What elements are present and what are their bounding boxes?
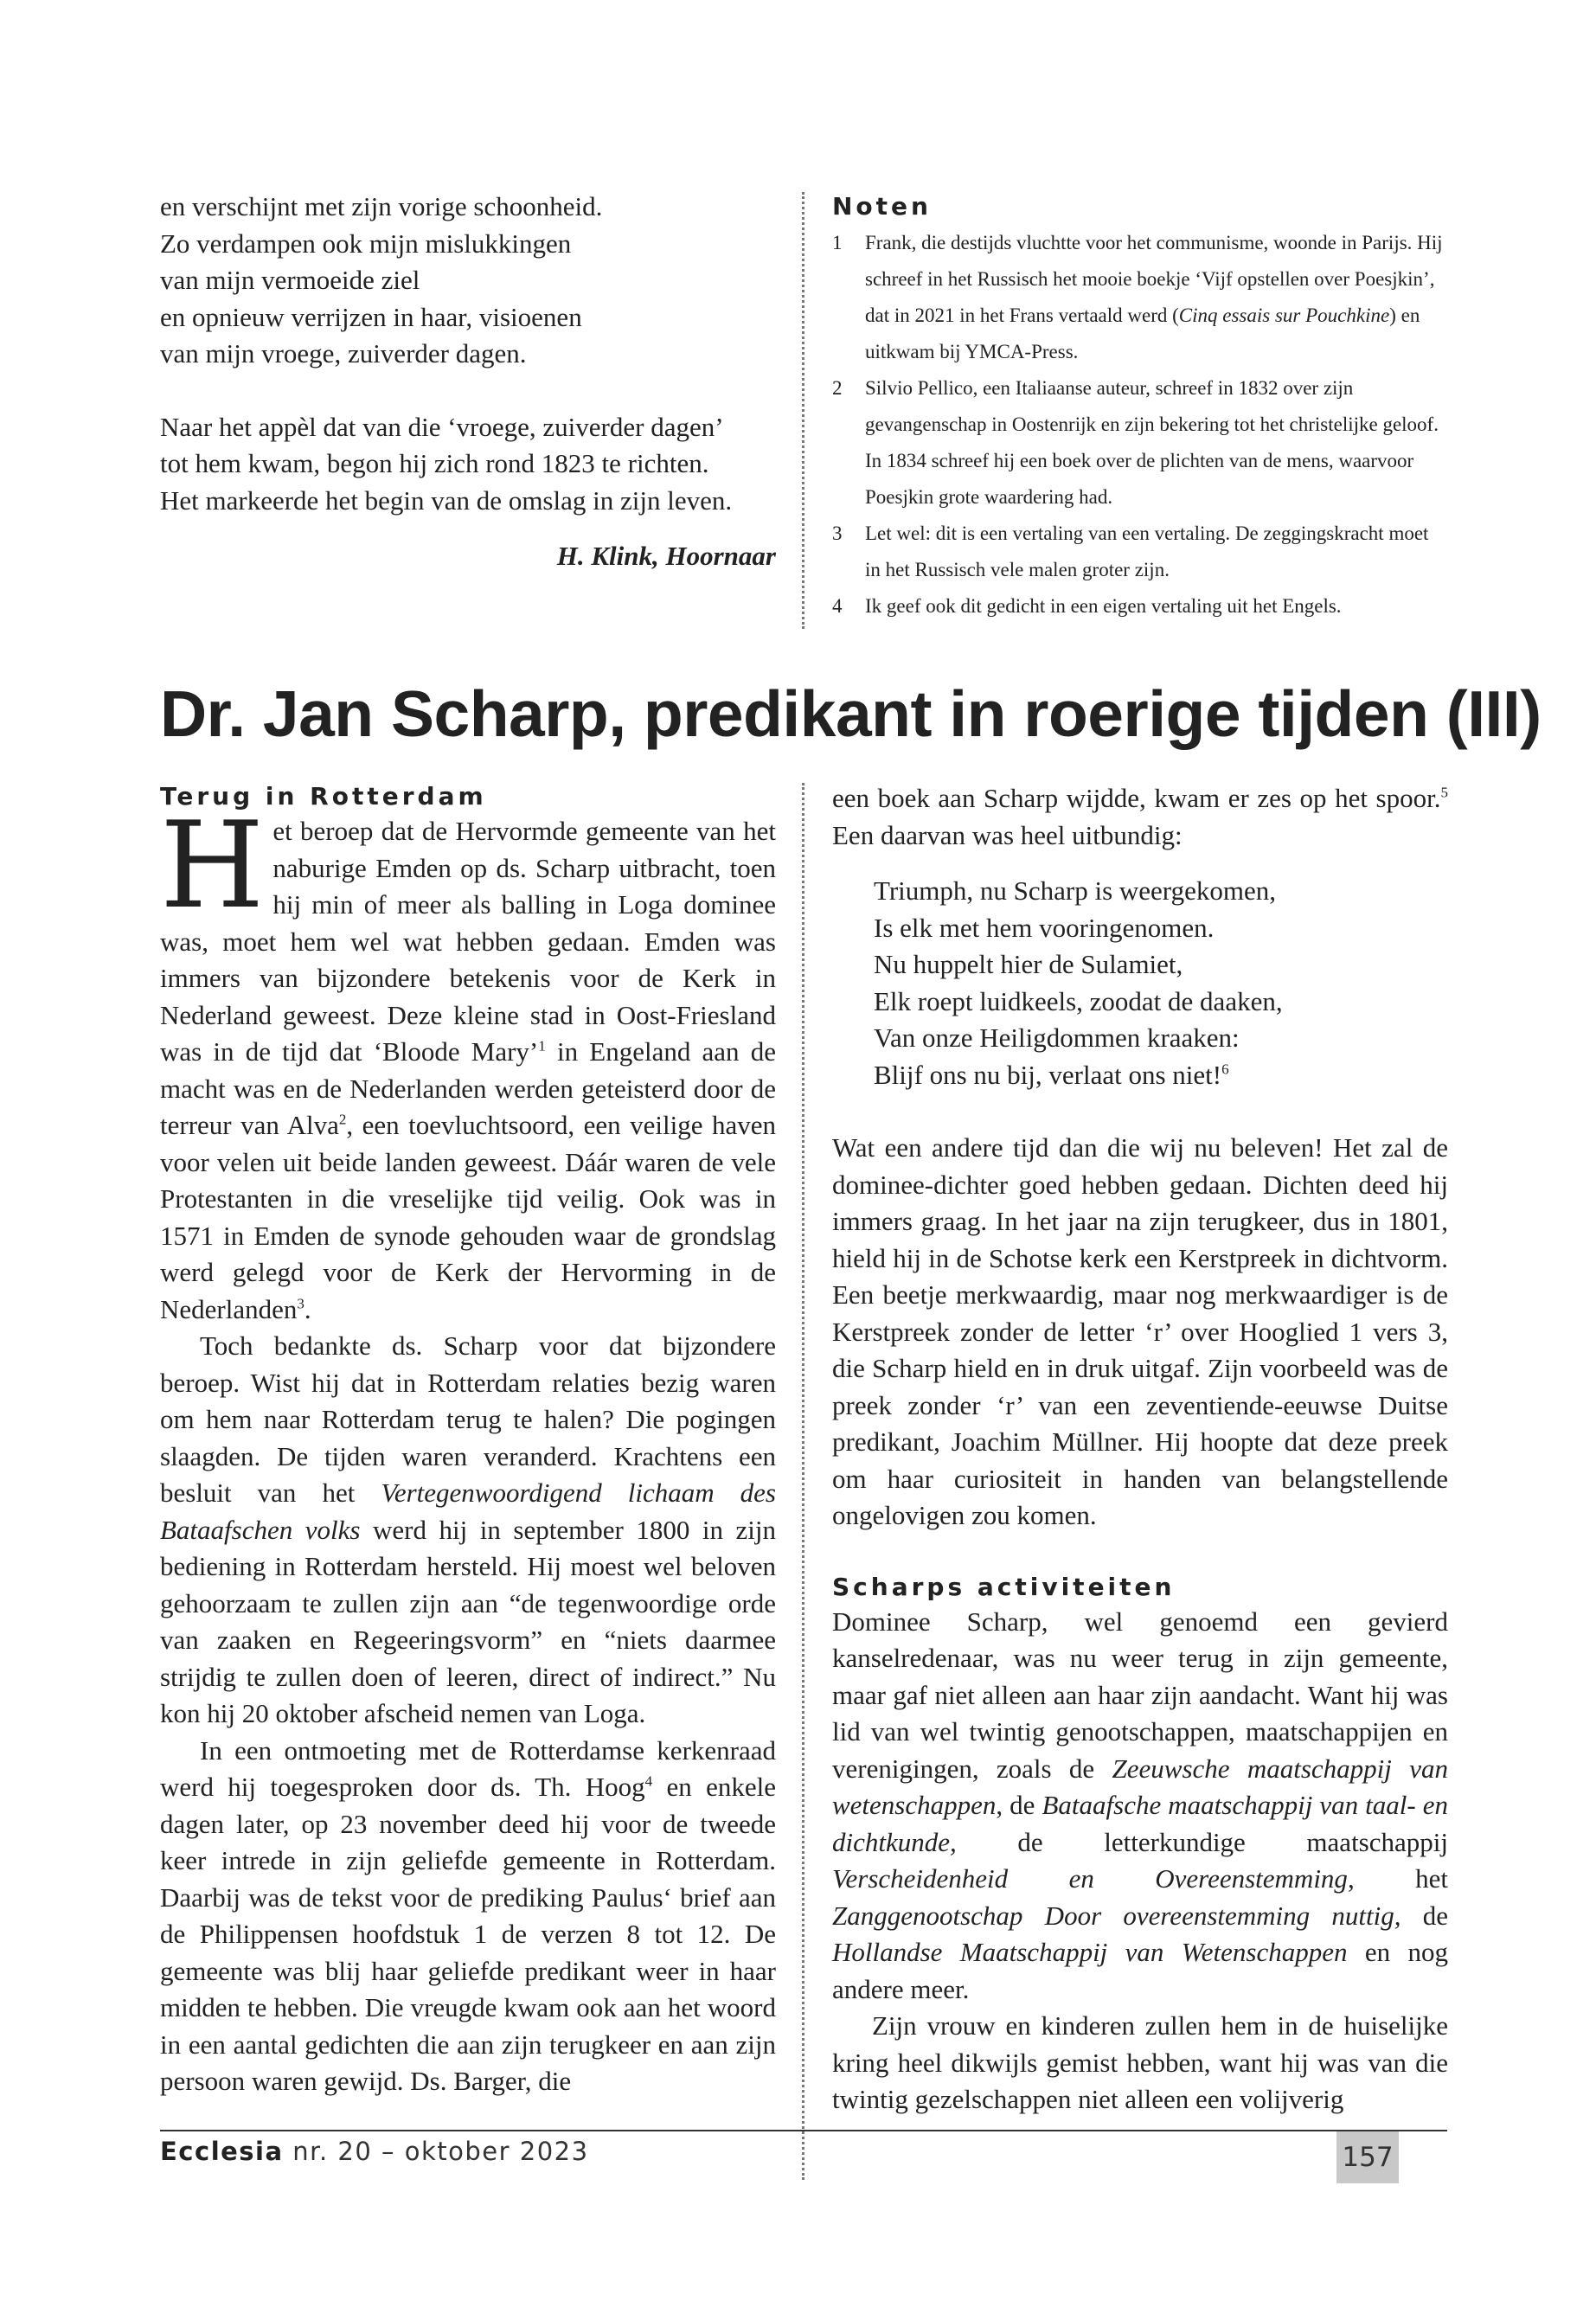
article-paragraph: Het beroep dat de Hervormde gemeente van het naburige Emden op ds. Scharp uitbracht, toen hij min of meer als balling in Loga dominee was, moet hem wel wat hebben gedaan. Emden was immers van bijzondere betekenis voor de Kerk in Nederland geweest. Deze kleine stad in Oost-Friesland was in de tijd dat ‘Bloode Mary’$^1$ in Engeland aan de macht was en de Nederlanden werden geteisterd door de terreur van Alva$^2$, een toevluchtsoord, een veilige haven voor velen uit beide landen geweest. Dáár waren de vele Protestanten in die vreselijke tijd veilig. Ook was in 1571 in Emden de synode gehouden waar de grondslag werd gelegd voor de Kerk der Hervorming in de Nederlanden$^3$.: [160, 796, 776, 1324]
article-paragraph: Zijn vrouw en kinderen zullen hem in de huiselijke kring heel dikwijls gemist hebben, want hij was van die twintig gezelschappen niet alleen een volijverig: [832, 2010, 1448, 2114]
note-item: [832, 370, 1448, 516]
note-text: Let wel: dit is een vertaling van een vertaling. De zeggingskracht moet in het Russisch vele malen groter zijn.: [865, 522, 1429, 580]
verse-line: Elk roept luidkeels, zoodat de daaken,: [874, 985, 1283, 1016]
page-number: 157: [1336, 2131, 1399, 2183]
notes-heading: Noten: [832, 192, 932, 221]
note-item: [832, 516, 1448, 588]
article-paragraph: In een ontmoeting met de Rotterdamse kerkenraad werd hij toegesproken door ds. Th. Hoog$^4$ en enkele dagen later, op 23 november deed hij voor de tweede keer intrede in zijn geliefde gemeente in Rotterdam. Daarbij was de tekst voor de prediking Paulus‘ brief aan de Philippensen hoofdstuk 1 de verzen 8 tot 12. De gemeente was blij haar geliefde predikant weer in haar midden te hebben. Die vreugde kwam ook aan het woord in een aantal gedichten die aan zijn terugkeer en aan zijn persoon waren gewijd. Ds. Barger, die: [160, 1734, 776, 2096]
article-title: Dr. Jan Scharp, predikant in roerige tijden (III): [160, 677, 1542, 750]
paragraph-line: Het markeerde het begin van de omslag in zijn leven.: [160, 484, 733, 516]
verse-line: Van onze Heiligdommen kraaken:: [874, 1022, 1240, 1053]
column-divider: [802, 192, 804, 629]
notes-section: [832, 190, 1448, 625]
verse-line: Nu huppelt hier de Sulamiet,: [874, 949, 1183, 979]
article-paragraph: Dominee Scharp, wel genoemd een gevierd kanselredenaar, was nu weer terug in zijn gemeente, maar gaf niet alleen aan haar zijn aandacht. Want hij was lid van wel twintig genootschappen, maatschappijen en verenigingen, zoals de Zeeuwsche maatschappij van wetenschappen, de Bataafsche maatschappij van taal- en dichtkunde, de letterkundige maatschappij Verscheidenheid en Overeenstemming, het Zanggenootschap Door overeenstemming nuttig, de Hollandse Maatschappij van Wetenschappen en nog andere meer.: [832, 1606, 1449, 2004]
drop-cap: H: [160, 796, 265, 935]
poem-line: en opnieuw verrijzen in haar, visioenen: [160, 301, 582, 332]
verse-line: Is elk met hem vooringenomen.: [874, 912, 1215, 943]
poem-line: van mijn vermoeide ziel: [160, 265, 420, 295]
section-heading: Scharps activiteiten: [832, 1572, 1176, 1601]
note-text: Frank, die destijds vluchtte voor het communisme, woonde in Parijs. Hij schreef in het Russisch het mooie boekje ‘Vijf opstellen over Poesjkin’, dat in 2021 in het Frans vertaald werd (Cinq essais sur Pouchkine) en uitkwam bij YMCA-Press.: [865, 232, 1443, 362]
note-item: [832, 225, 1448, 370]
note-number: 1: [832, 232, 843, 253]
poem-line: van mijn vroege, zuiverder dagen.: [160, 338, 527, 369]
section-heading: Terug in Rotterdam: [160, 782, 487, 811]
author-signature: H. Klink, Hoornaar: [556, 541, 776, 571]
note-number: 3: [832, 522, 843, 544]
issue-info: nr. 20 – oktober 2023: [292, 2137, 589, 2166]
quoted-verse: [832, 873, 1448, 1093]
note-text: Silvio Pellico, een Italiaanse auteur, schreef in 1832 over zijn gevangenschap in Oostenrijk en zijn bekering tot het christelijke geloof. In 1834 schreef hij een boek over de plichten van de mens, waarvoor Poesjkin grote waardering had.: [865, 377, 1439, 508]
poem-line: en verschijnt met zijn vorige schoonheid.: [160, 191, 603, 221]
note-number: 2: [832, 377, 843, 399]
footer-publication: [160, 2137, 589, 2166]
paragraph-line: Naar het appèl dat van die ‘vroege, zuiverder dagen’: [160, 411, 724, 442]
note-item: [832, 588, 1448, 625]
article-paragraph: een boek aan Scharp wijdde, kwam er zes op het spoor.$^5$ Een daarvan was heel uitbundig:: [832, 783, 1448, 850]
article-paragraph: Toch bedankte ds. Scharp voor dat bijzondere beroep. Wist hij dat in Rotterdam relaties bezig waren om hem naar Rotterdam terug te halen? Die pogingen slaagden. De tijden waren veranderd. Krachtens een besluit van het Vertegenwoordigend lichaam des Bataafschen volks werd hij in september 1800 in zijn bediening in Rotterdam hersteld. Hij moest wel beloven gehoorzaam te zullen zijn aan “de tegenwoordige orde van zaaken en Regeeringsvorm” en “niets daarmee strijdig te zullen doen of leeren, direct of indirect.” Nu kon hij 20 oktober afscheid nemen van Loga.: [160, 1330, 776, 1728]
article-column-right: [832, 780, 1448, 2118]
verse-line: Blijf ons nu bij, verlaat ons niet!$^6$: [874, 1059, 1229, 1090]
poem-line: Zo verdampen ook mijn mislukkingen: [160, 228, 572, 259]
publication-name: Ecclesia: [160, 2137, 284, 2166]
article-column-left: [160, 780, 776, 2100]
footer-rule: [160, 2130, 1447, 2131]
poem-continuation: [160, 189, 776, 575]
column-divider: [802, 783, 804, 2180]
paragraph-line: tot hem kwam, begon hij zich rond 1823 te richten.: [160, 448, 709, 478]
note-number: 4: [832, 595, 843, 617]
note-text: Ik geef ook dit gedicht in een eigen vertaling uit het Engels.: [865, 595, 1342, 617]
article-paragraph: Wat een andere tijd dan die wij nu beleven! Het zal de dominee-dichter goed hebben gedaan. Dichten deed hij immers graag. In het jaar na zijn terugkeer, dus in 1801, hield hij in de Schotse kerk een Kerstpreek in dichtvorm. Een beetje merkwaardig, maar nog merkwaardiger is de Kerstpreek zonder de letter ‘r’ over Hooglied 1 vers 3, die Scharp hield en in druk uitgaf. Zijn voorbeeld was de preek zonder ‘r’ van een zeventiende-eeuwse Duitse predikant, Joachim Müllner. Hij hoopte dat deze preek om haar curiositeit in handen van belangstellende ongelovigen zou komen.: [832, 1132, 1448, 1530]
verse-line: Triumph, nu Scharp is weergekomen,: [874, 875, 1276, 906]
